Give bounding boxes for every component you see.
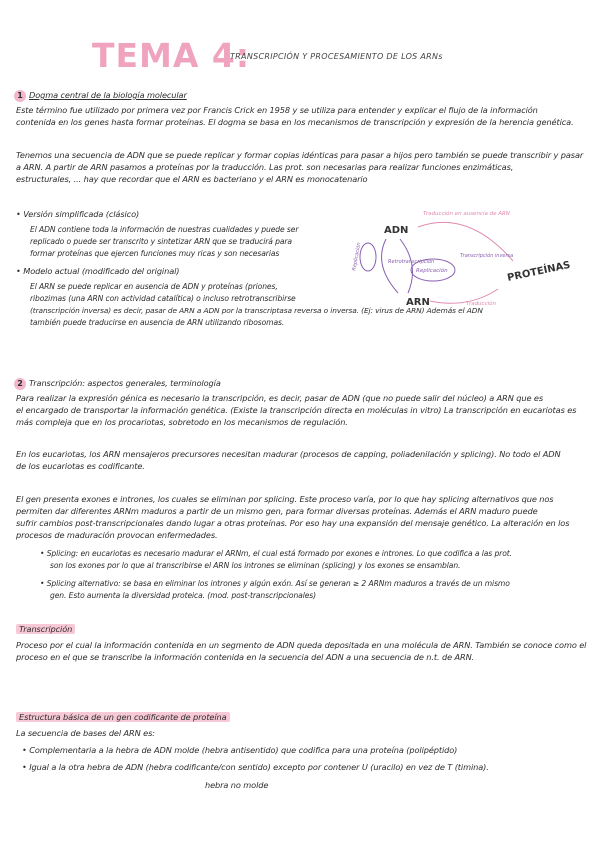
estructura-heading-wrap [16,712,230,724]
paragraph-line: más compleja que en los procariotas, sobretodo en los mecanismos de regulación. [16,417,348,427]
paragraph-line: El gen presenta exones e intrones, los cuales se eliminan por splicing. Este proceso varía, por lo que hay splicing alternativos que nos [16,494,554,504]
bullet-text: El ADN contiene toda la información de nuestras cualidades y puede ser [30,225,299,234]
diagram-label-adn: ADN [384,225,409,236]
paragraph-line: el encargado de transportar la información genética. (Existe la transcripción directa en moléculas in vitro) La transcripción en eucariotas es [16,405,577,415]
transcripcion-heading-wrap [16,624,75,636]
paragraph-line: Proceso por el cual la información contenida en un segmento de ADN queda depositada en una molécula de ARN. También se conoce como el [16,640,587,650]
paragraph-line: En los eucariotas, los ARN mensajeros precursores necesitan madurar (procesos de capping, poliadenilación y splicing). No todo el ADN [16,449,561,459]
diagram-label-transcripcion-inversa: Transcripción inversa [460,253,514,259]
list-item: • Complementaria a la hebra de ADN molde (hebra antisentido) que codifica para una proteína (polipéptido) [22,745,458,755]
paragraph-line: a ARN. A partir de ARN pasamos a proteínas por la traducción. Las prot. son necesarias para realizar funciones enzimáticas, [16,162,514,172]
paragraph-line: Para realizar la expresión génica es necesario la transcripción, es decir, pasar de ADN (que no puede salir del núcleo) a ARN que es [16,393,544,403]
paragraph-line: de los eucariotas es codificante. [16,461,145,471]
section-number: 2 [14,378,26,390]
paragraph-line: contenida en los genes hasta formar proteínas. El dogma se basa en los mecanismos de transcripción y expresión de la herencia genética. [16,117,574,127]
section-title: Dogma central de la biología molecular [29,90,187,100]
sub-bullet: son los exones por lo que al transcribirse el ARN los intrones se eliminan (splicing) y los exones se ensamblan. [50,561,461,570]
diagram-label-replicacion-center: Replicación [416,268,448,274]
sub-bullet: gen. Esto aumenta la diversidad proteica. (mod. post-transcripcionales) [50,591,317,600]
page-title: TEMA 4: [92,36,251,75]
bullet-title: • Modelo actual (modificado del original) [16,266,180,276]
retro-arrow [400,239,413,293]
diagram-label-proteinas: PROTEÍNAS [506,259,572,284]
bullet-title: • Versión simplificada (clásico) [16,209,140,219]
bullet-text: El ARN se puede replicar en ausencia de ADN y proteínas (priones, [30,282,278,291]
diagram-label-arn: ARN [406,297,430,308]
estructura-heading: Estructura básica de un gen codificante de proteína [16,712,230,722]
bullet-text: también puede traducirse en ausencia de ARN utilizando ribosomas. [30,318,285,327]
list-item: • Igual a la otra hebra de ADN (hebra codificante/con sentido) excepto por contener U (uracilo) en vez de T (timina). [22,762,489,772]
paragraph-line: Tenemos una secuencia de ADN que se puede replicar y formar copias idénticas para pasar a hijos pero también se puede transcribir y pasar [16,150,584,160]
dogma-diagram [348,205,593,315]
replication-loop-left [360,243,376,271]
diagram-label-retrotranscripcion: Retrotranscripción [388,259,435,265]
paragraph-line: estructurales, ... hay que recordar que el ARN es bacteriano y el ARN es monocatenario [16,174,368,184]
paragraph-line: procesos de maduración provocan enfermedades. [16,530,218,540]
diagram-label-traduccion: Traducción [466,301,496,307]
paragraph-line: La secuencia de bases del ARN es: [16,728,155,738]
bullet-text: replicado o puede ser transcrito y sintetizar ARN que se traducirá para [30,237,292,246]
sub-bullet: • Splicing alternativo: se basa en eliminar los intrones y algún exón. Así se generan ≥ 2 ARNm maduros a través de un mismo [40,579,510,588]
transcription-arrow [382,239,398,293]
paragraph-line: Este término fue utilizado por primera vez por Francis Crick en 1958 y se utiliza para entender y explicar el flujo de la información [16,105,538,115]
bullet-text: formar proteínas que ejercen funciones muy ricas y son necesarias [30,249,280,258]
section-2-heading [14,378,221,390]
section-title: Transcripción: aspectos generales, terminología [29,378,221,388]
paragraph-line: sufrir cambios post-transcripcionales dando lugar a otras proteínas. Por eso hay una expansión del mensaje genético. La alteración en los [16,518,570,528]
page-subtitle: TRANSCRIPCIÓN Y PROCESAMIENTO DE LOS ARNs [230,52,443,61]
transcripcion-heading: Transcripción [16,624,75,634]
annotation: hebra no molde [205,780,269,790]
bullet-text: ribozimas (una ARN con actividad catalítica) o incluso retrotranscribirse [30,294,296,303]
bullet-text: (transcripción inversa) es decir, pasar de ARN a ADN por la transcriptasa reversa o inversa. (Ej: virus de ARN) Además el ADN [30,306,483,315]
paragraph-line: permiten dar diferentes ARNm maduros a partir de un mismo gen, para formar diversas proteínas. Además el ARN maduro puede [16,506,538,516]
diagram-label-traduccion-ausencia: Traducción en ausencia de ARN [423,211,510,217]
section-number: 1 [14,90,26,102]
sub-bullet: • Splicing: en eucariotas es necesario madurar el ARNm, el cual está formado por exones e intrones. Lo que codifica a las prot. [40,549,512,558]
diagram-label-replicacion-left: Replicación [351,241,363,272]
section-1-heading [14,90,187,102]
paragraph-line: proceso en el que se transcribe la información contenida en la secuencia del ADN a una secuencia de n.t. de ARN. [16,652,475,662]
